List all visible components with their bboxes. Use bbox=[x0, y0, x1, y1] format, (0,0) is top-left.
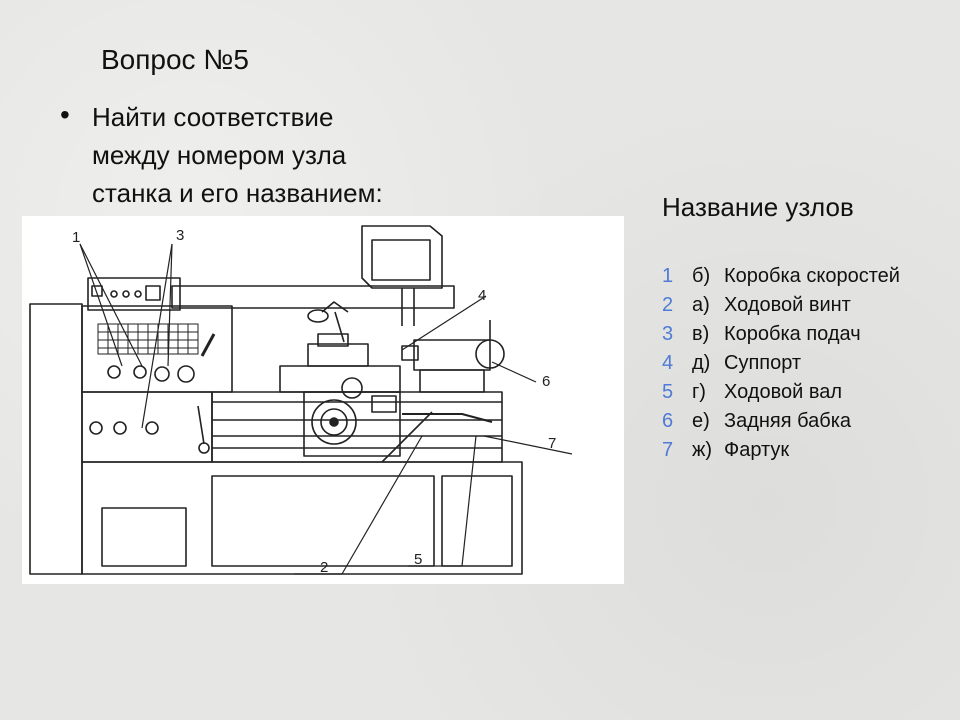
legend-number: 4 bbox=[662, 352, 674, 374]
figure-label-7: 7 bbox=[548, 435, 557, 452]
legend-letter: г) bbox=[692, 381, 706, 403]
legend-letter: а) bbox=[692, 294, 710, 316]
legend-name: Ходовой винт bbox=[724, 294, 851, 316]
legend-number: 5 bbox=[662, 381, 674, 403]
legend-name: Фартук bbox=[724, 439, 790, 461]
legend-number: 2 bbox=[662, 294, 674, 316]
figure-label-2: 2 bbox=[320, 559, 329, 576]
legend-item bbox=[662, 320, 900, 349]
legend-name: Суппорт bbox=[724, 352, 802, 374]
legend-item bbox=[662, 262, 900, 291]
legend-item bbox=[662, 407, 900, 436]
figure-label-5: 5 bbox=[414, 551, 423, 568]
bullet-text: Найти соответствие между номером узла станка и его названием: bbox=[92, 102, 383, 208]
lathe-drawing bbox=[22, 216, 624, 584]
slide-title: Вопрос №5 bbox=[101, 44, 249, 75]
bullet-dot-icon: • bbox=[60, 99, 70, 130]
figure-label-1: 1 bbox=[72, 229, 81, 246]
figure-label-4: 4 bbox=[478, 287, 487, 304]
legend-list bbox=[662, 262, 900, 465]
legend-item bbox=[662, 436, 900, 465]
legend-number: 3 bbox=[662, 323, 674, 345]
legend-letter: ж) bbox=[692, 439, 713, 461]
legend-number: 6 bbox=[662, 410, 674, 432]
figure-label-3: 3 bbox=[176, 227, 185, 244]
figure-label-6: 6 bbox=[542, 373, 551, 390]
legend-number: 1 bbox=[662, 265, 674, 287]
legend-name: Ходовой вал bbox=[724, 381, 843, 403]
legend-name: Коробка подач bbox=[724, 323, 861, 345]
legend-heading: Название узлов bbox=[662, 192, 854, 222]
legend-letter: д) bbox=[692, 352, 711, 374]
legend-item bbox=[662, 349, 900, 378]
legend-number: 7 bbox=[662, 439, 674, 461]
legend-name: Задняя бабка bbox=[724, 410, 852, 432]
legend-item bbox=[662, 291, 900, 320]
legend-letter: в) bbox=[692, 323, 710, 345]
legend-letter: е) bbox=[692, 410, 710, 432]
lathe-diagram bbox=[22, 216, 624, 584]
legend-letter: б) bbox=[692, 265, 711, 287]
legend-item bbox=[662, 378, 900, 407]
legend-name: Коробка скоростей bbox=[724, 265, 900, 287]
